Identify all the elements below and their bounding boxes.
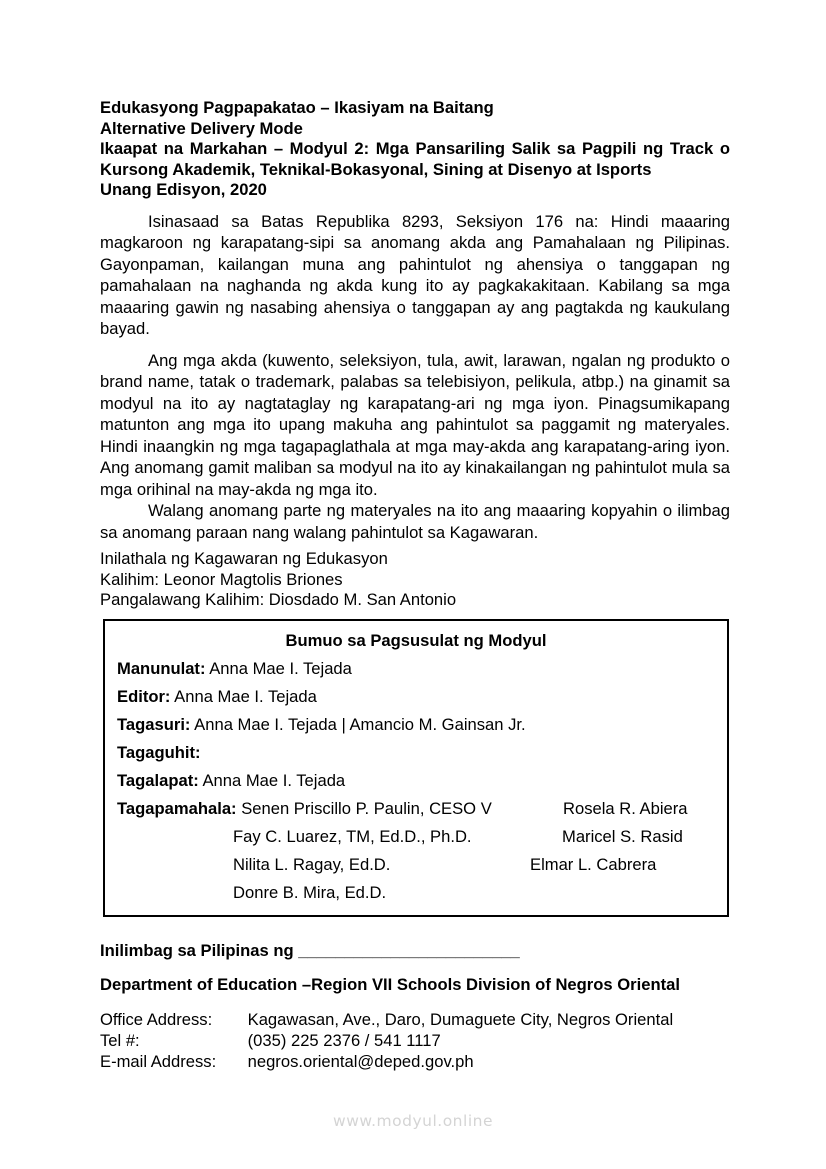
undersecretary-line: Pangalawang Kalihim: Diosdado M. San Antonio (100, 590, 457, 609)
printed-in-blank: ________________________ (298, 940, 520, 960)
email-value: negros.oriental@deped.gov.ph (247, 1051, 474, 1071)
writer-label: Manunulat: (117, 658, 206, 678)
published-by-line: Inilathala ng Kagawaran ng Edukasyon (100, 549, 388, 568)
writer-value: Anna Mae I. Tejada (209, 658, 352, 678)
management-name-left-3: Nilita L. Ragay, Ed.D. (233, 854, 391, 874)
editor-value: Anna Mae I. Tejada (174, 686, 317, 706)
office-address-value: Kagawasan, Ave., Daro, Dumaguete City, Negros Oriental (247, 1009, 674, 1029)
management-name-left-2: Fay C. Luarez, TM, Ed.D., Ph.D. (233, 826, 472, 846)
editor-row (117, 683, 715, 711)
header-subject-line: Edukasyong Pagpapakatao – Ikasiyam na Baitang (100, 98, 494, 117)
management-name-right-2: Maricel S. Rasid (562, 826, 683, 846)
management-row-1 (117, 795, 715, 823)
management-name-left-1: Senen Priscillo P. Paulin, CESO V (241, 798, 492, 818)
copyright-paragraph-1: Isinasaad sa Batas Republika 8293, Seksiyon 176 na: Hindi maaaring magkaroon ng karapatang-sipi sa anomang akda ang Pamahalaan ng Pilipinas. Gayonpaman, kailangan muna ang pahintulot ng ahensiya o tanggapan ng pamahalaan na naghanda ng akda kung ito ay pagkakakitaan. Kabilang sa mga maaaring gawin ng nasabing ahensiya o tanggapan ay ang pagtakda ng kaukulang bayad. (100, 211, 730, 338)
email-row (100, 1051, 730, 1072)
development-team-title: Bumuo sa Pagsusulat ng Modyul (285, 630, 547, 650)
layout-artist-label: Tagalapat: (117, 770, 199, 790)
management-name-left-4: Donre B. Mira, Ed.D. (233, 882, 387, 902)
office-address-label: Office Address: (100, 1009, 213, 1029)
printed-in-line (100, 941, 730, 962)
reviewer-value: Anna Mae I. Tejada | Amancio M. Gainsan Jr. (194, 714, 526, 734)
reviewer-row (117, 711, 715, 739)
management-row-3 (117, 851, 715, 879)
copyright-paragraph-3: Walang anomang parte ng materyales na ito ang maaaring kopyahin o ilimbag sa anomang paraan nang walang pahintulot sa Kagawaran. (100, 501, 730, 542)
telephone-label: Tel #: (100, 1030, 140, 1050)
layout-artist-row (117, 767, 715, 795)
header-edition-line: Unang Edisyon, 2020 (100, 180, 267, 199)
secretary-line: Kalihim: Leonor Magtolis Briones (100, 569, 343, 589)
printed-in-label: Inilimbag sa Pilipinas ng (100, 940, 294, 960)
management-row-2 (117, 823, 715, 851)
publisher-block (100, 549, 730, 611)
site-watermark: www.modyul.online (333, 1112, 493, 1130)
division-line: Department of Education –Region VII Schools Division of Negros Oriental (100, 975, 680, 994)
telephone-row (100, 1030, 730, 1051)
module-header (100, 98, 730, 201)
management-name-right-1: Rosela R. Abiera (563, 798, 688, 818)
reviewer-label: Tagasuri: (117, 714, 191, 734)
management-name-right-3: Elmar L. Cabrera (530, 854, 657, 874)
writer-row (117, 655, 715, 683)
email-label: E-mail Address: (100, 1051, 217, 1071)
layout-artist-value: Anna Mae I. Tejada (202, 770, 346, 790)
contact-block (100, 1009, 730, 1072)
management-row-4 (117, 879, 715, 907)
editor-label: Editor: (117, 686, 171, 706)
copyright-paragraph-2: Ang mga akda (kuwento, seleksiyon, tula, awit, larawan, ngalan ng produkto o brand name, tatak o trademark, palabas sa telebisiyon, pelikula, atbp.) na ginamit sa modyul na ito ay nagtataglay ng karapatang-ari ng mga iyon. Pinagsumikapang matunton ang mga ito upang makuha ang pahintulot sa paggamit ng materyales. Hindi inaangkin ng mga tagapaglathala at mga may-akda ang karapatang-aring iyon. Ang anomang gamit maliban sa modyul na ito ay kinakailangan ng pahintulot mula sa mga orihinal na may-akda ng mga ito. (100, 350, 730, 499)
development-team-box (103, 619, 729, 917)
illustrator-label: Tagaguhit: (117, 742, 201, 762)
telephone-value: (035) 225 2376 / 541 1117 (247, 1030, 441, 1050)
management-label: Tagapamahala: (117, 798, 237, 818)
illustrator-row (117, 739, 715, 767)
office-address-row (100, 1009, 730, 1030)
header-delivery-mode-line: Alternative Delivery Mode (100, 118, 303, 138)
header-module-title-line: Ikaapat na Markahan – Modyul 2: Mga Pansariling Salik sa Pagpili ng Track o Kursong Akademik, Teknikal-Bokasyonal, Sining at Disenyo at Isports (100, 139, 730, 179)
